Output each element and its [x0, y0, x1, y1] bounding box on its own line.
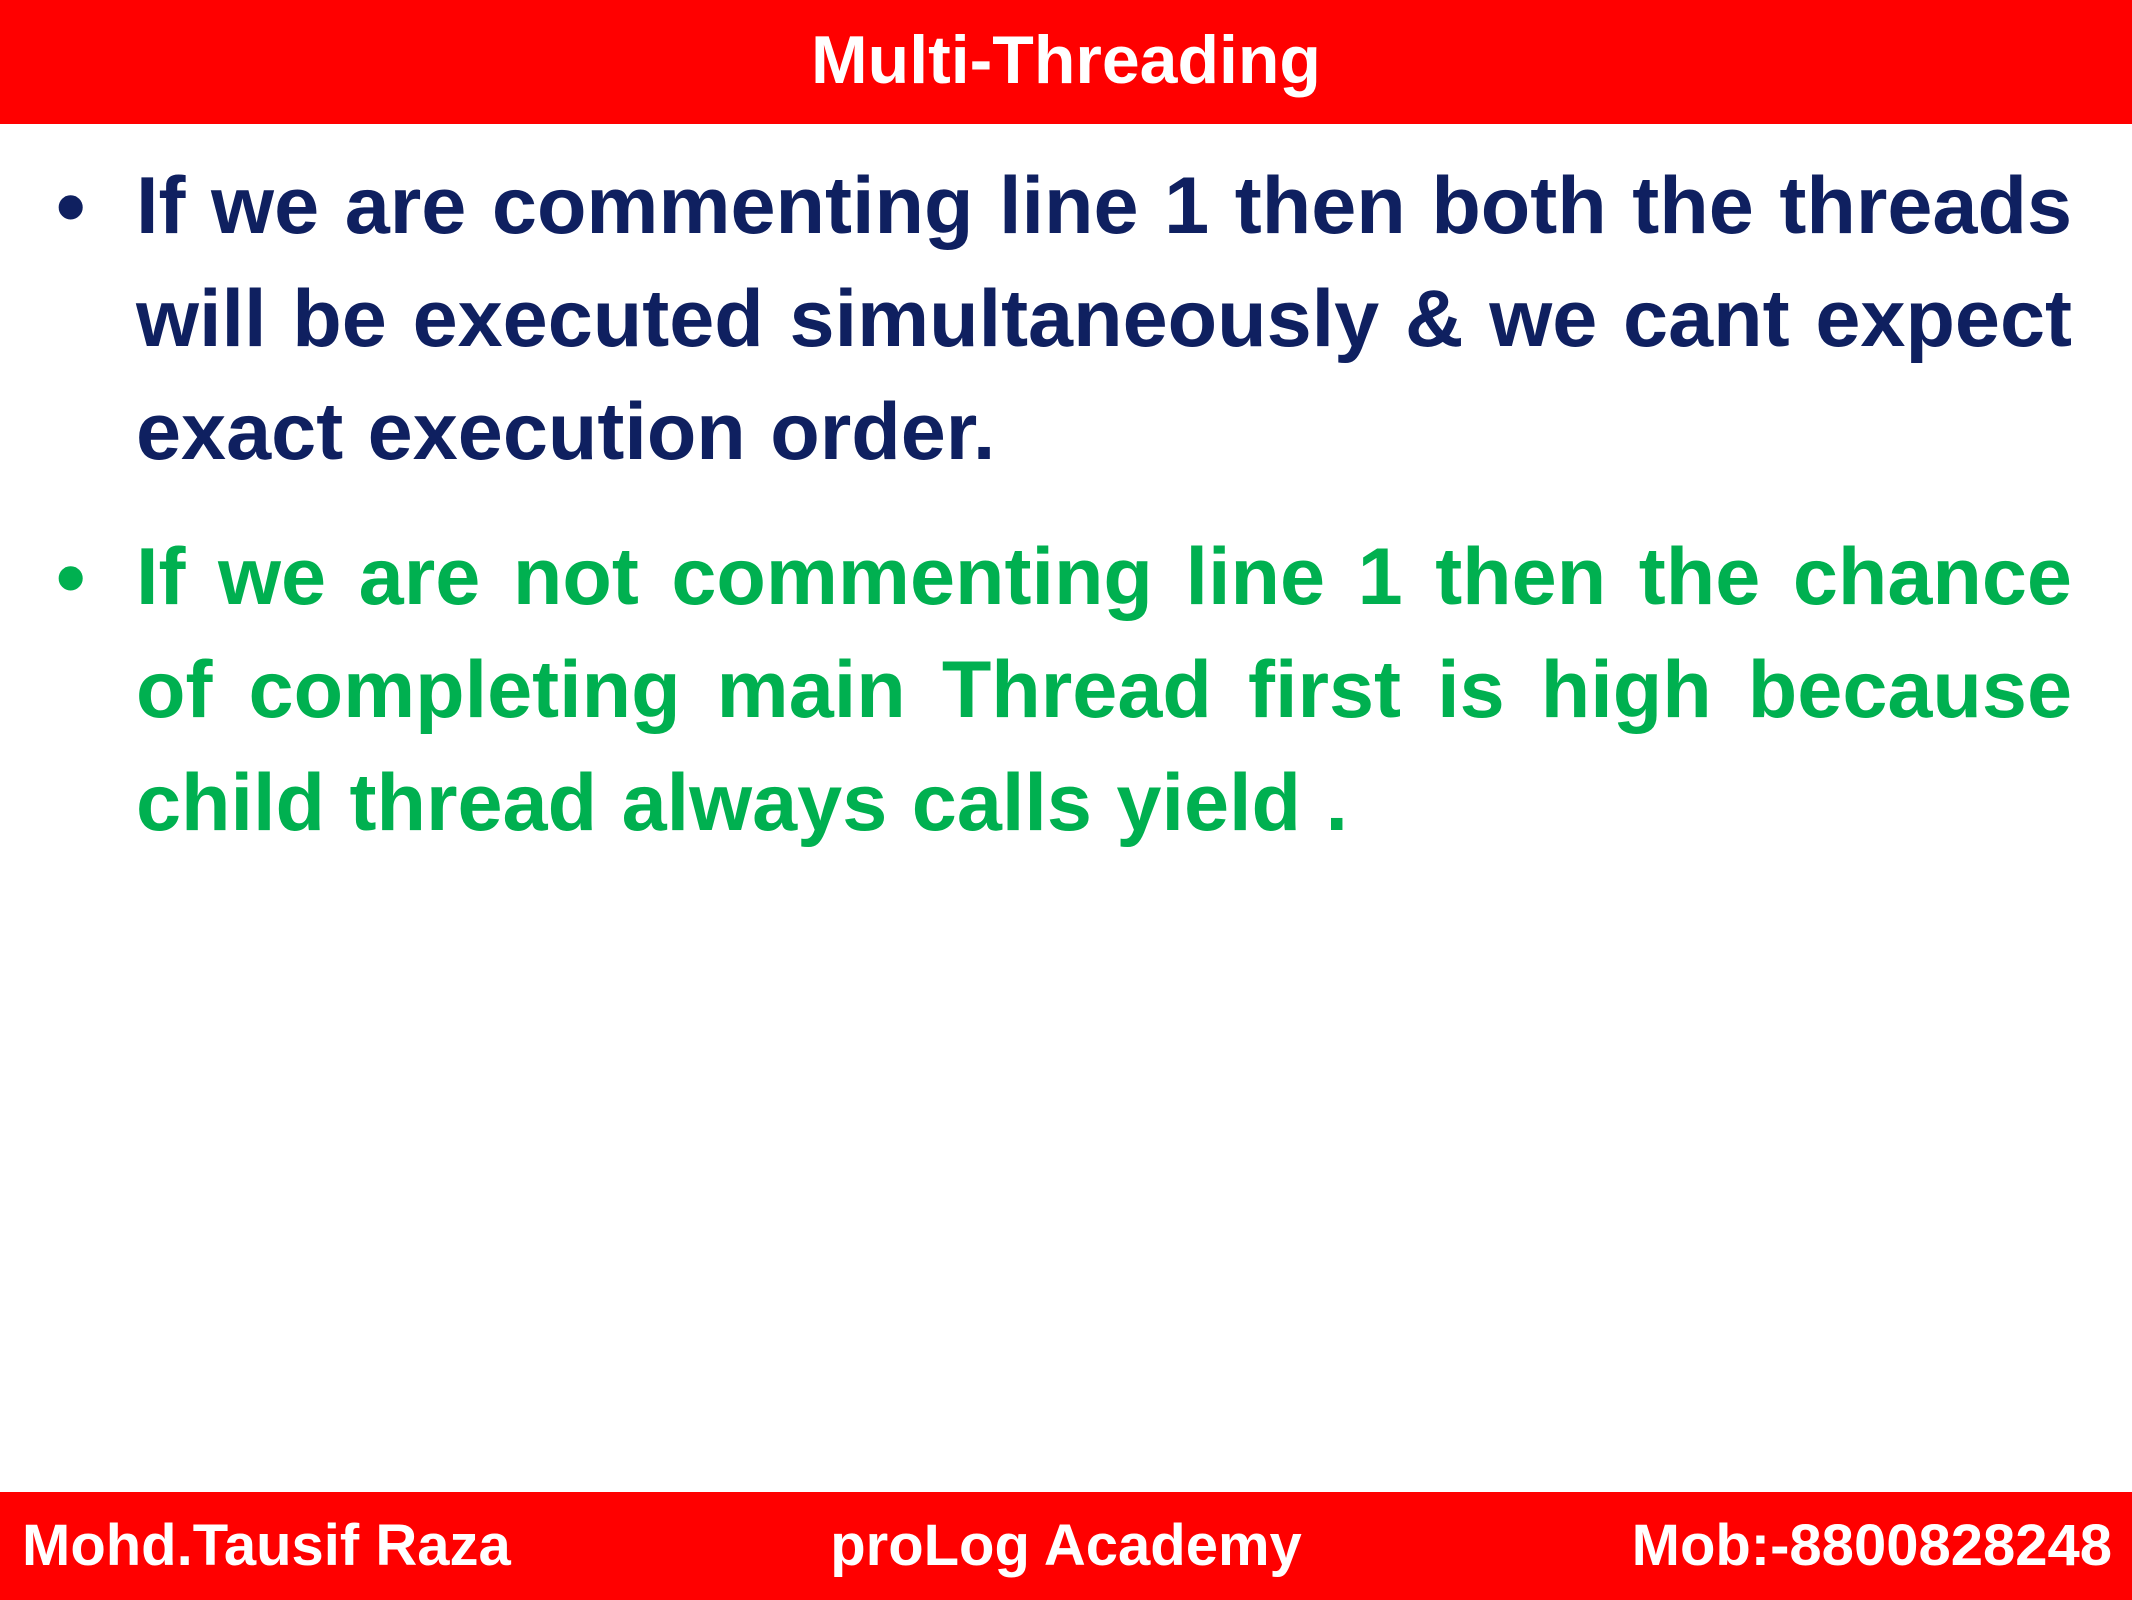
bullet-item-1	[56, 150, 2072, 489]
bullet-item-2	[56, 521, 2072, 860]
title-banner	[0, 0, 2132, 124]
bullet-text-2: If we are not commenting line 1 then the chance of completing main Thread first is high because child thread always calls yield .	[136, 532, 2072, 848]
slide-title: Multi-Threading	[811, 22, 1321, 98]
slide-content	[56, 150, 2072, 892]
footer-mobile: Mob:-8800828248	[1631, 1513, 2112, 1578]
bullet-marker-1: •	[56, 159, 86, 253]
footer-banner	[0, 1492, 2132, 1600]
bullet-marker-2: •	[56, 530, 86, 624]
footer-academy: proLog Academy	[830, 1513, 1302, 1578]
footer-author: Mohd.Tausif Raza	[22, 1513, 511, 1578]
bullet-text-1: If we are commenting line 1 then both the threads will be executed simultaneously & we cant expect exact execution order.	[136, 161, 2072, 477]
